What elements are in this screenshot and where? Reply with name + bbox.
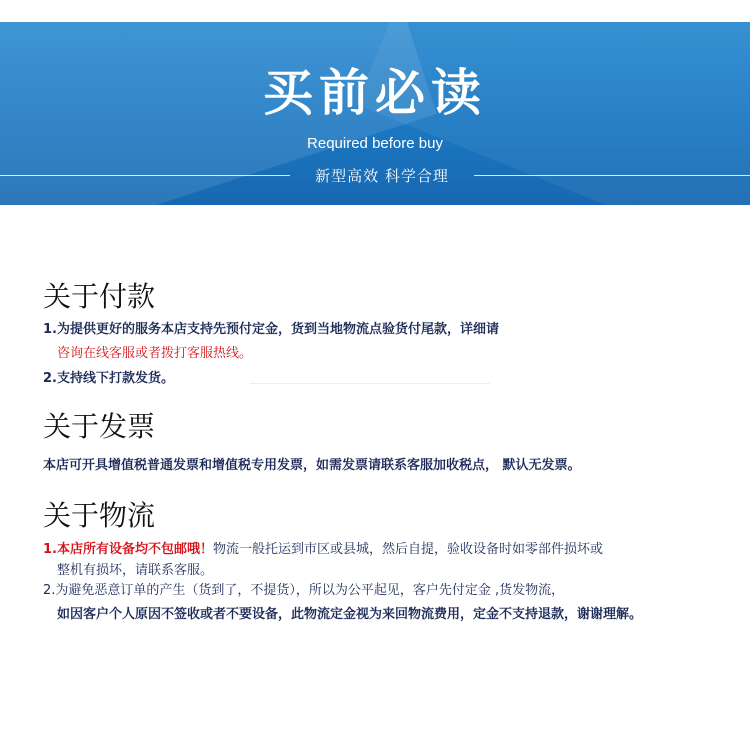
payment-item-1-contact: 咨询在线客服或者拨打客服热线。: [57, 346, 253, 361]
logistics-no-free-shipping: 1.本店所有设备均不包邮哦！: [43, 542, 213, 557]
banner-subtitle: Required before buy: [307, 135, 443, 152]
logistics-item-1: [43, 541, 603, 559]
logistics-item-1-cont: 整机有损坏，请联系客服。: [57, 563, 214, 578]
header-banner: [0, 22, 750, 205]
banner-divider-right: [474, 175, 750, 176]
logistics-item-2: 2.为避免恶意订单的产生（货到了，不提货），所以为公平起见，客户先付定金 ,货发物流，: [43, 583, 565, 598]
payment-title: 关于付款: [43, 280, 156, 313]
divider: [250, 383, 490, 384]
logistics-title: 关于物流: [43, 499, 156, 532]
banner-slogan: 新型高效 科学合理: [315, 167, 449, 185]
payment-item-2: 2.支持线下打款发货。: [43, 371, 174, 386]
logistics-item-1-text: 物流一般托运到市区或县城，然后自提，验收设备时如零部件损坏或: [212, 542, 603, 557]
logistics-item-2-cont: 如因客户个人原因不签收或者不要设备，此物流定金视为来回物流费用，定金不支持退款，谢谢理解。: [57, 607, 643, 622]
banner-divider-left: [0, 175, 290, 176]
banner-slogan-row: [0, 166, 750, 186]
banner-title: 买前必读: [263, 64, 487, 122]
payment-item-1: 1.为提供更好的服务本店支持先预付定金，货到当地物流点验货付尾款，详细请: [43, 322, 499, 337]
invoice-text: 本店可开具增值税普通发票和增值税专用发票，如需发票请联系客服加收税点， 默认无发票。: [43, 458, 581, 473]
invoice-title: 关于发票: [43, 410, 156, 443]
